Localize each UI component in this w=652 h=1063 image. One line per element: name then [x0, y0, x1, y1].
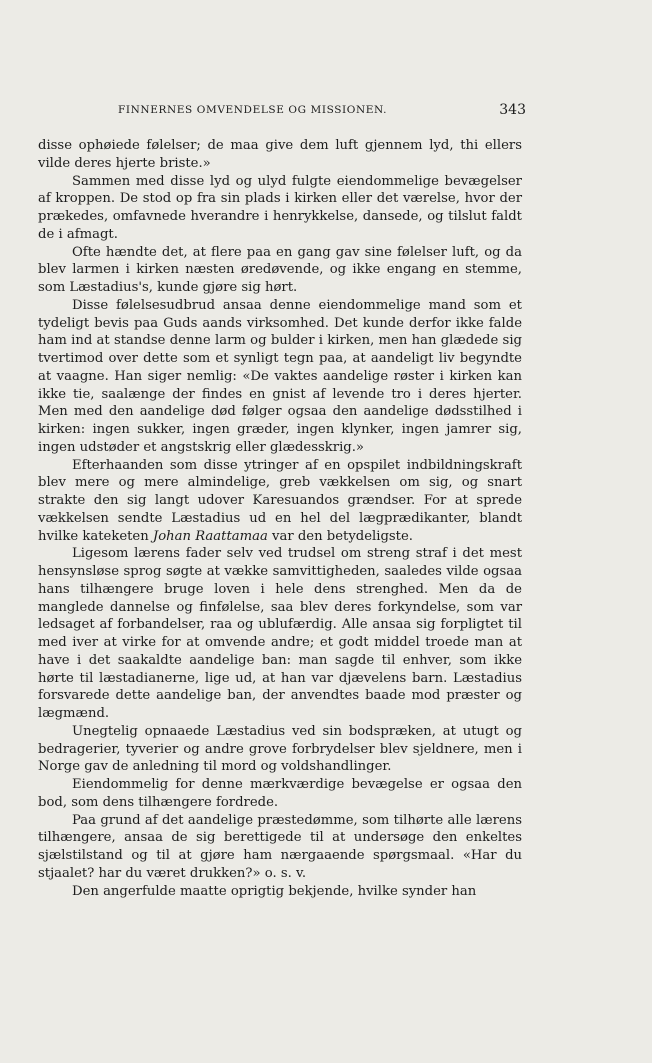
paragraph: Ligesom lærens fader selv ved trudsel om streng straf i det mest hensynsløse sprog søgte at vække samvittigheden, saaledes vilde ogsaa hans tilhængere bruge loven i hele dens strenghed. Men da de manglede dannelse og finfølelse, saa blev deres forkyndelse, som var ledsaget af forbandelser, raa og ublufærdig. Alle ansaa sig forpligtet til med iver at virke for at omvende andre; et godt middel troede man at have i det saakaldte aandelige ban: man sagde til enhver, som ikke hørte til læstadianerne, lige ud, at han var djævelens barn. Læstadius forsvarede dette aandelige ban, der anvendtes baade mod præster og lægmænd.: [38, 546, 522, 721]
paragraph-continuation: disse ophøiede følelser; de maa give dem luft gjennem lyd, thi ellers vilde deres hjerte briste.»: [38, 138, 522, 171]
paragraph: [38, 457, 522, 546]
paragraph: Den angerfulde maatte oprigtig bekjende, hvilke synder han: [72, 883, 477, 899]
paragraph-text: Efterhaanden som disse ytringer af en opspilet indbildningskraft blev mere og mere almindelige, greb vækkelsen om sig, og snart strakte den sig langt udover Karesuandos grændser. For at sprede vækkelsen sendte Læstadius ud en hel del lægprædikanter, blandt hvilke kateketen: [38, 457, 522, 544]
paragraph: Disse følelsesudbrud ansaa denne eiendommelige mand som et tydeligt bevis paa Guds aands virksomhed. Det kunde derfor ikke falde ham ind at standse denne larm og bulder i kirken, men han glædede sig tvertimod over dette som et synligt tegn paa, at aandeligt liv begyndte at vaagne. Han siger nemlig: «De vaktes aandelige røster i kirken kan ikke tie, saalænge der findes en gnist af levende tro i deres hjerter. Men med den aandelige død følger ogsaa den aandelige dødsstilhed i kirken: ingen sukker, ingen græder, ingen klynker, ingen jamrer sig, ingen udstøder et angstskrig eller glædesskrig.»: [38, 297, 522, 455]
paragraph: Ofte hændte det, at flere paa en gang gav sine følelser luft, og da blev larmen i kirken næsten øredøvende, og ikke engang en stemme, som Læstadius's, kunde gjøre sig hørt.: [38, 244, 522, 295]
running-title: FINNERNES OMVENDELSE OG MISSIONEN.: [118, 104, 388, 116]
paragraph: Sammen med disse lyd og ulyd fulgte eiendommelige bevægelser af kroppen. De stod op fra sin plads i kirken eller det værelse, hvor der prækedes, omfavnede hverandre i henrykkelse, dansede, og tilslut faldt de i afmagt.: [38, 173, 522, 242]
page-header: [80, 104, 526, 122]
page-number: 343: [499, 102, 526, 118]
paragraph: Unegtelig opnaaede Læstadius ved sin bodspræken, at utugt og bedragerier, tyverier og andre grove forbrydelser blev sjeldnere, men i Norge gav de anledning til mord og voldshandlinger.: [38, 723, 522, 775]
paragraph-text: var den betydeligste.: [267, 528, 413, 544]
paragraph: Paa grund af det aandelige præstedømme, som tilhørte alle lærens tilhængere, ansaa de sig berettigede til at undersøge den enkeltes sjælstilstand og til at gjøre ham nærgaaende spørgsmaal. «Har du stjaalet? har du været drukken?» o. s. v.: [38, 812, 522, 881]
body-text: [38, 137, 522, 900]
italic-name: Johan Raattamaa: [152, 528, 268, 544]
paragraph: Eiendommelig for denne mærkværdige bevægelse er ogsaa den bod, som dens tilhængere fordrede.: [38, 777, 522, 810]
